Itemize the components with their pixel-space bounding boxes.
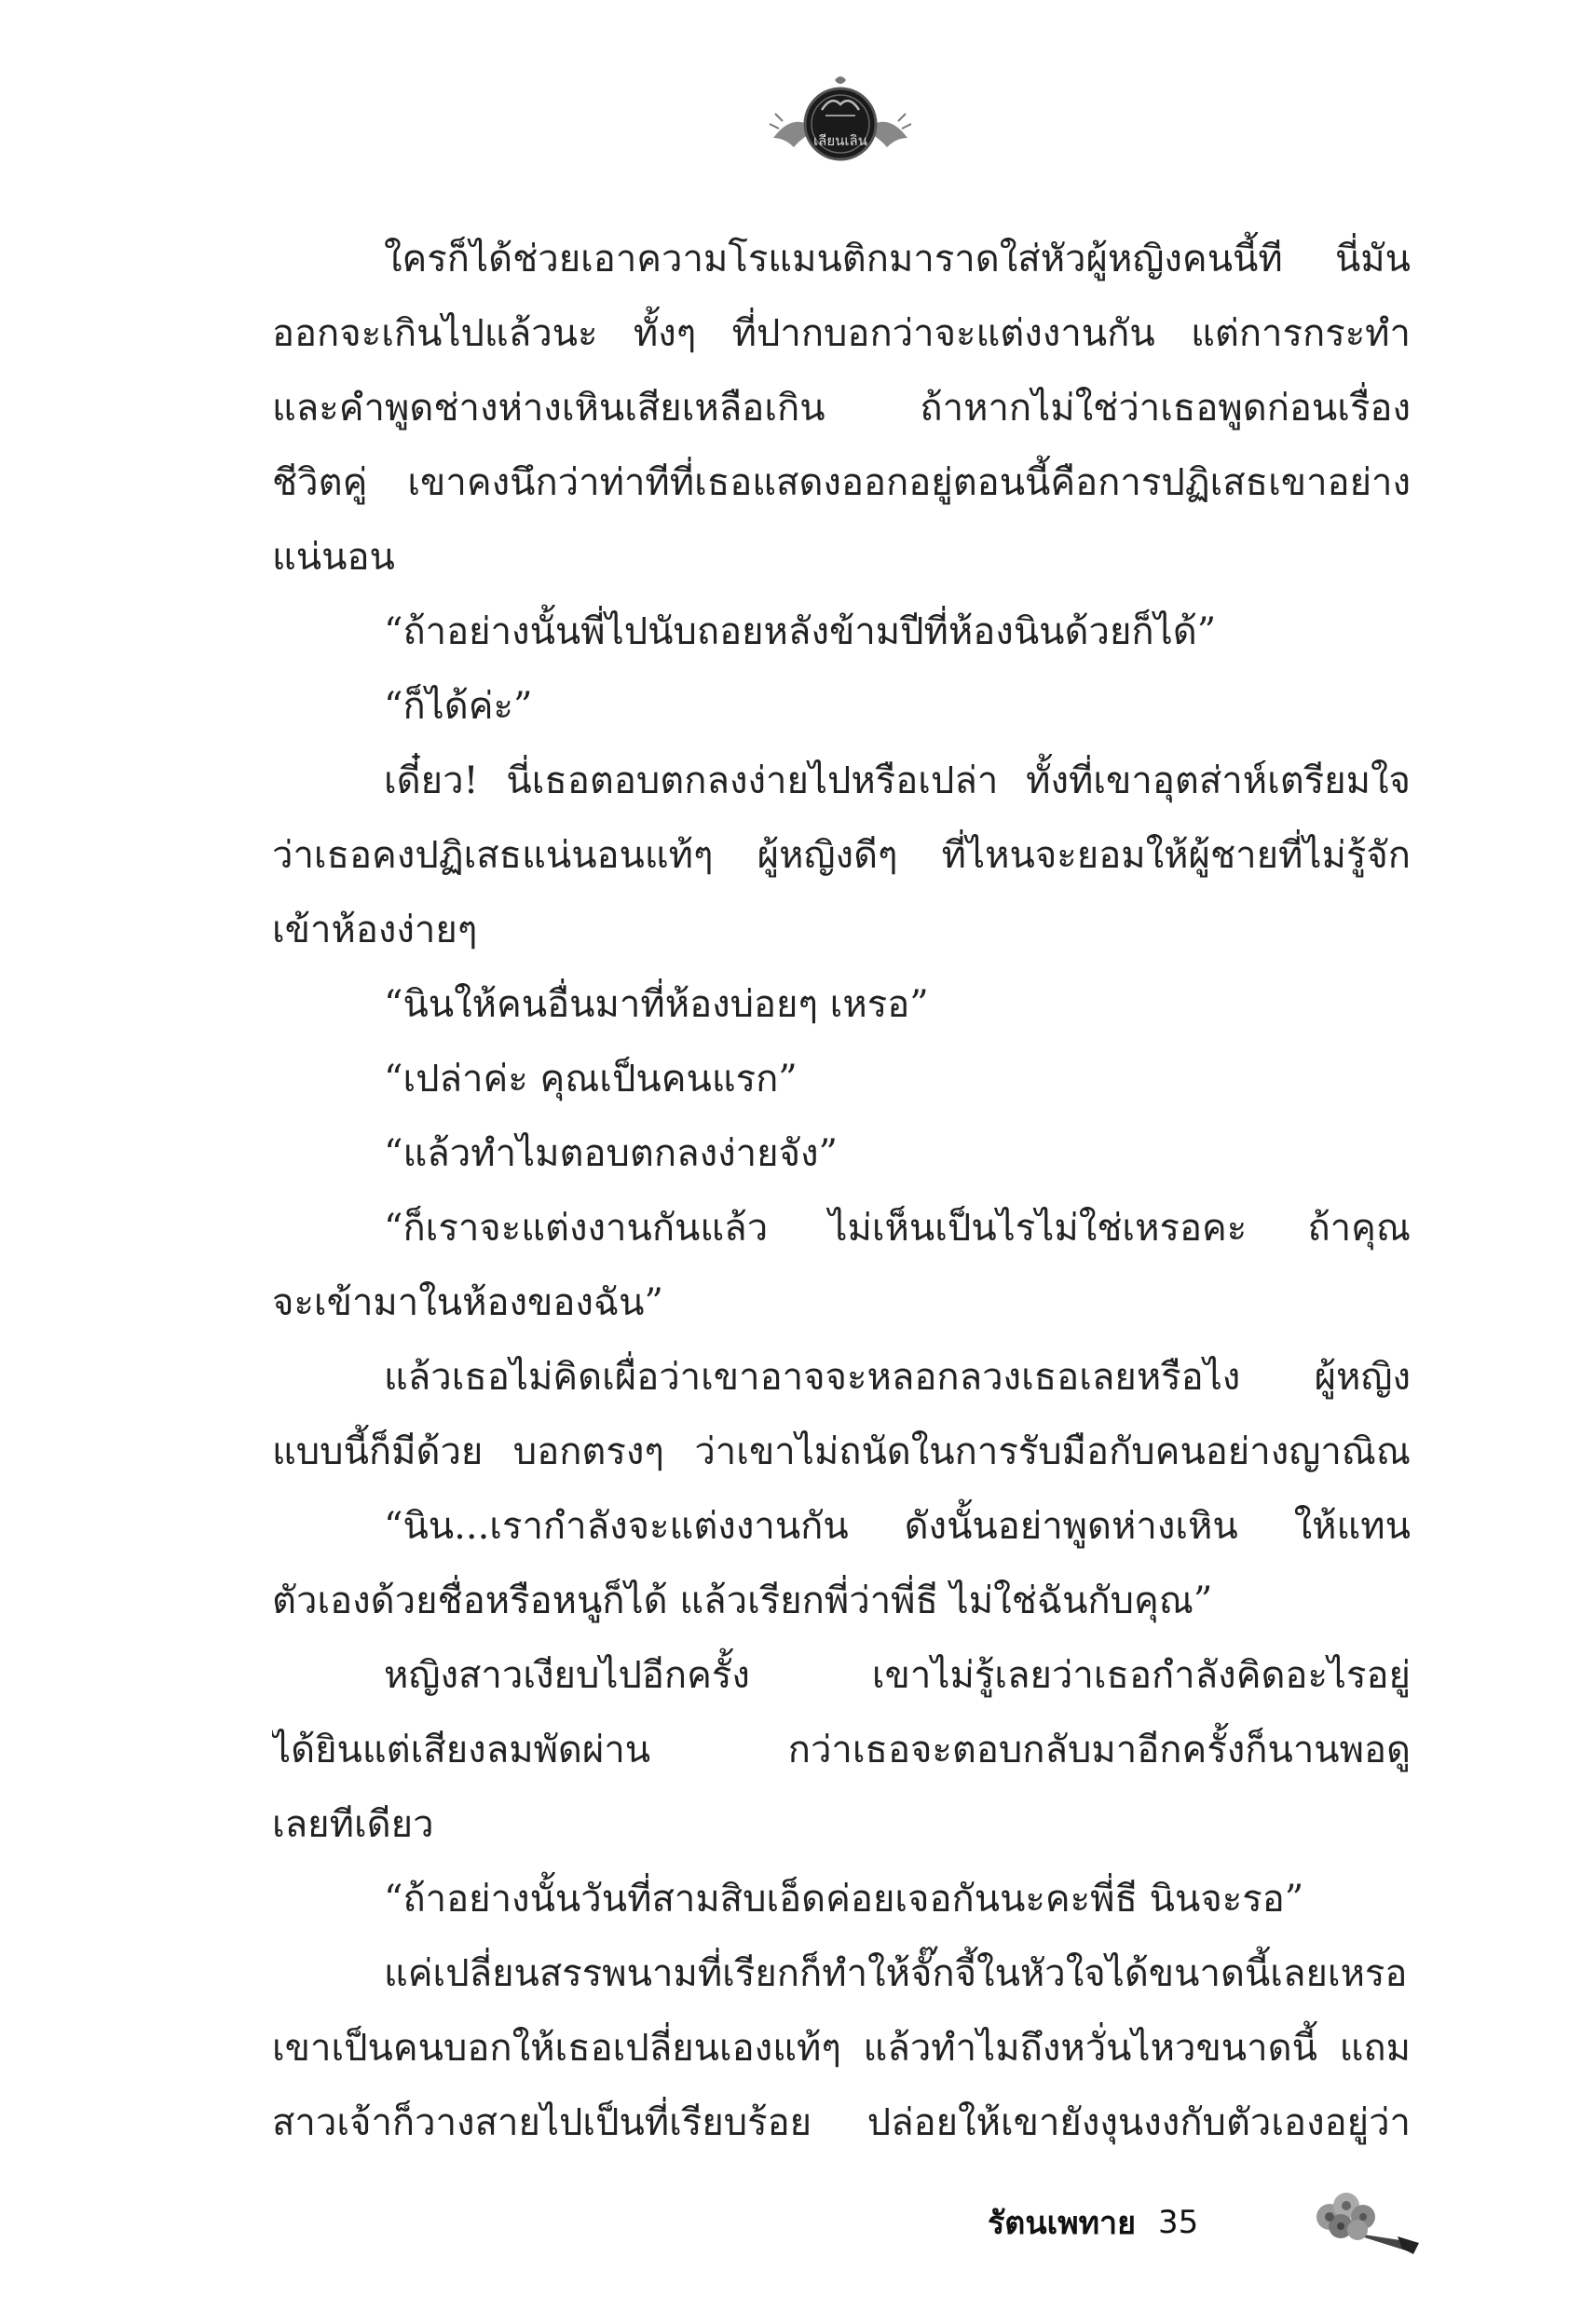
text-line: แล้วเธอไม่คิดเผื่อว่าเขาอาจจะหลอกลวงเธอเลยหรือไง ผู้หญิง xyxy=(384,1356,1411,1399)
text-line: ว่าเธอคงปฏิเสธแน่นอนแท้ๆ ผู้หญิงดีๆ ที่ไหนจะยอมให้ผู้ชายที่ไม่รู้จัก xyxy=(272,834,1411,877)
text-line: แค่เปลี่ยนสรรพนามที่เรียกก็ทำให้จั๊กจี้ในหัวใจได้ขนาดนี้เลยเหรอ xyxy=(384,1952,1408,1995)
body-text xyxy=(272,222,1411,2160)
text-line: “นินให้คนอื่นมาที่ห้องบ่อยๆ เหรอ” xyxy=(384,983,929,1026)
text-line: เดี๋ยว! นี่เธอตอบตกลงง่ายไปหรือเปล่า ทั้งที่เขาอุตส่าห์เตรียมใจ xyxy=(384,759,1411,802)
text-line: “ถ้าอย่างนั้นวันที่สามสิบเอ็ดค่อยเจอกันนะคะพี่ธี นินจะรอ” xyxy=(384,1878,1304,1921)
text-line: เลยทีเดียว xyxy=(272,1803,434,1846)
book-title: รัตนเพทาย xyxy=(988,2205,1137,2242)
text-line: ใครก็ได้ช่วยเอาความโรแมนติกมาราดใส่หัวผู้หญิงคนนี้ที นี่มัน xyxy=(384,238,1411,280)
text-line: แบบนี้ก็มีด้วย บอกตรงๆ ว่าเขาไม่ถนัดในการรับมือกับคนอย่างญาณิณ xyxy=(272,1430,1411,1473)
text-line: ตัวเองด้วยชื่อหรือหนูก็ได้ แล้วเรียกพี่ว่าพี่ธี ไม่ใช่ฉันกับคุณ” xyxy=(272,1579,1213,1622)
page-number: 35 xyxy=(1158,2204,1199,2241)
text-line: “ก็เราจะแต่งงานกันแล้ว ไม่เห็นเป็นไรไม่ใช่เหรอคะ ถ้าคุณ xyxy=(384,1207,1411,1250)
text-line: สาวเจ้าก็วางสายไปเป็นที่เรียบร้อย ปล่อยให้เขายังงุนงงกับตัวเองอยู่ว่า xyxy=(272,2101,1411,2144)
flower-bouquet-icon xyxy=(1309,2185,1421,2260)
text-line: “นิน...เรากำลังจะแต่งงานกัน ดังนั้นอย่าพูดห่างเหิน ให้แทน xyxy=(384,1505,1411,1548)
text-line: เขาเป็นคนบอกให้เธอเปลี่ยนเองแท้ๆ แล้วทำไมถึงหวั่นไหวขนาดนี้ แถม xyxy=(272,2027,1411,2070)
logo-text: เลียนเลิน xyxy=(813,132,867,149)
text-line: แน่นอน xyxy=(272,536,395,579)
text-line: ชีวิตคู่ เขาคงนึกว่าท่าทีที่เธอแสดงออกอยู่ตอนนี้คือการปฏิเสธเขาอย่าง xyxy=(272,461,1411,504)
text-line: เข้าห้องง่ายๆ xyxy=(272,909,478,951)
text-line: ออกจะเกินไปแล้วนะ ทั้งๆ ที่ปากบอกว่าจะแต่งงานกัน แต่การกระทำ xyxy=(272,312,1411,355)
text-line: “แล้วทำไมตอบตกลงง่ายจัง” xyxy=(384,1132,838,1175)
text-line: หญิงสาวเงียบไปอีกครั้ง เขาไม่รู้เลยว่าเธอกำลังคิดอะไรอยู่ xyxy=(384,1654,1411,1697)
text-line: และคำพูดช่างห่างเหินเสียเหลือเกิน ถ้าหากไม่ใช่ว่าเธอพูดก่อนเรื่อง xyxy=(272,387,1411,430)
text-line: “เปล่าค่ะ คุณเป็นคนแรก” xyxy=(384,1058,798,1101)
text-line: ได้ยินแต่เสียงลมพัดผ่าน กว่าเธอจะตอบกลับมาอีกครั้งก็นานพอดู xyxy=(272,1729,1411,1771)
text-line: จะเข้ามาในห้องของฉัน” xyxy=(272,1281,663,1324)
text-line: “ถ้าอย่างนั้นพี่ไปนับถอยหลังข้ามปีที่ห้องนินด้วยก็ได้” xyxy=(384,610,1217,653)
text-line: “ก็ได้ค่ะ” xyxy=(384,685,533,728)
ornamental-seal-icon xyxy=(766,73,915,166)
page-footer xyxy=(988,2190,1198,2255)
